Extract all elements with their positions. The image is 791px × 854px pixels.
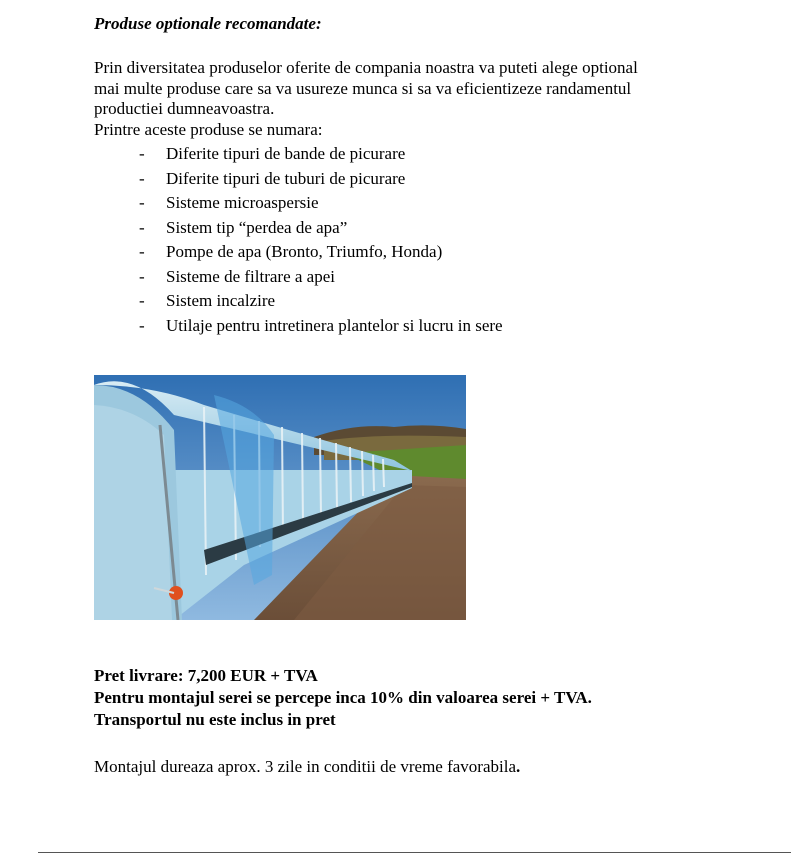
list-item-label: Utilaje pentru intretinera plantelor si lucru in sere: [166, 315, 503, 335]
bullet-dash: -: [139, 193, 145, 212]
bullet-dash: -: [139, 242, 145, 261]
list-item-label: Sisteme de filtrare a apei: [166, 266, 335, 286]
transport-note: Transportul nu este inclus in pret: [94, 710, 336, 729]
delivery-price: Pret livrare: 7,200 EUR + TVA: [94, 666, 318, 685]
list-item: [139, 267, 503, 292]
intro-paragraph: [94, 58, 714, 140]
list-item: [139, 169, 503, 194]
bullet-dash: -: [139, 266, 145, 286]
list-item: [139, 291, 503, 316]
assembly-duration: [94, 757, 520, 777]
bullet-dash: -: [139, 144, 145, 163]
optional-products-list: [139, 144, 503, 340]
intro-line: mai multe produse care sa va usureze munca si sa va eficientizeze randamentul: [94, 78, 632, 98]
list-item: [139, 242, 503, 267]
list-item-label: Sisteme microaspersie: [166, 193, 319, 212]
pricing-block: [94, 665, 592, 731]
list-item-label: Diferite tipuri de bande de picurare: [166, 144, 406, 163]
list-item-label: Sistem tip “perdea de apa”: [166, 217, 348, 237]
greenhouse-photo: [94, 375, 466, 620]
intro-line: Printre aceste produse se numara:: [94, 119, 323, 139]
bullet-dash: -: [139, 168, 145, 188]
list-item: [139, 144, 503, 169]
intro-line: productiei dumneavoastra.: [94, 99, 275, 118]
intro-line: Prin diversitatea produselor oferite de compania noastra va puteti alege optional: [94, 58, 638, 77]
section-heading: Produse optionale recomandate:: [94, 14, 322, 33]
list-item: [139, 316, 503, 341]
assembly-duration-text: Montajul dureaza aprox. 3 zile in conditii de vreme favorabila: [94, 757, 517, 776]
footer-divider: [38, 852, 791, 853]
list-item: [139, 193, 503, 218]
assembly-fee: Pentru montajul serei se percepe inca 10% din valoarea serei + TVA.: [94, 688, 592, 707]
list-item-label: Diferite tipuri de tuburi de picurare: [166, 168, 406, 188]
list-item-label: Sistem incalzire: [166, 291, 276, 310]
assembly-period: .: [516, 757, 521, 776]
list-item-label: Pompe de apa (Bronto, Triumfo, Honda): [166, 242, 443, 261]
list-item: [139, 218, 503, 243]
bullet-dash: -: [139, 315, 145, 335]
bullet-dash: -: [139, 217, 145, 237]
bullet-dash: -: [139, 291, 145, 310]
